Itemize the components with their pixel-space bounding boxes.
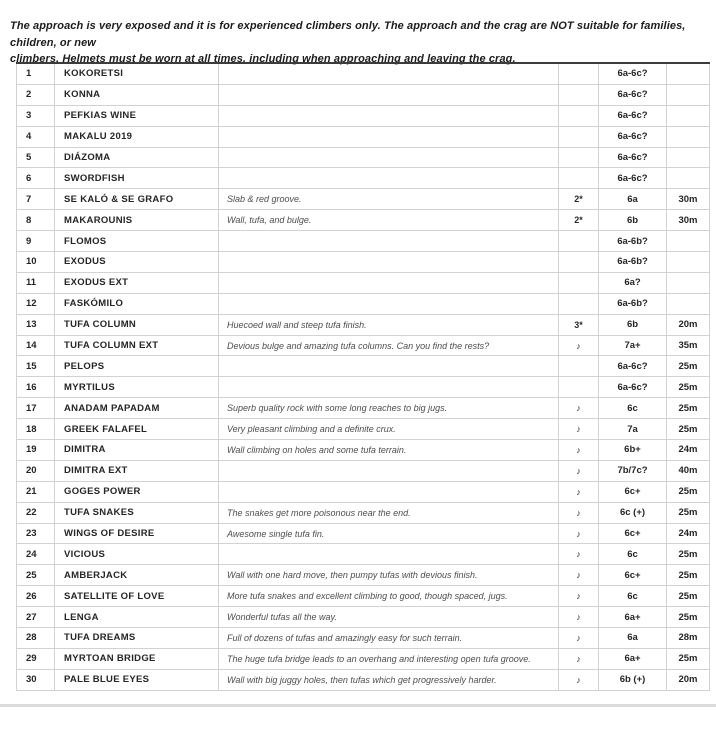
route-stars: ♪ [559, 502, 599, 523]
route-stars: 2* [559, 189, 599, 210]
route-number: 14 [17, 335, 55, 356]
route-name: DIMITRA [55, 440, 219, 461]
route-name: SE KALÓ & SE GRAFO [55, 189, 219, 210]
route-grade: 6a? [599, 272, 667, 293]
route-name: TUFA DREAMS [55, 628, 219, 649]
route-grade: 6c+ [599, 523, 667, 544]
route-number: 11 [17, 272, 55, 293]
route-length: 25m [667, 419, 710, 440]
route-grade: 6c [599, 398, 667, 419]
table-row [17, 565, 710, 586]
route-description [219, 356, 559, 377]
route-description: Devious bulge and amazing tufa columns. Can you find the rests? [219, 335, 559, 356]
table-row [17, 440, 710, 461]
route-number: 2 [17, 84, 55, 105]
route-length: 25m [667, 648, 710, 669]
route-name: TUFA COLUMN [55, 314, 219, 335]
table-row [17, 314, 710, 335]
route-number: 8 [17, 210, 55, 231]
route-stars: ♪ [559, 607, 599, 628]
route-number: 29 [17, 648, 55, 669]
route-grade: 7b/7c? [599, 460, 667, 481]
route-number: 10 [17, 252, 55, 273]
table-row [17, 523, 710, 544]
route-length [667, 105, 710, 126]
table-row [17, 126, 710, 147]
route-length: 20m [667, 669, 710, 690]
route-name: PELOPS [55, 356, 219, 377]
route-grade: 6c (+) [599, 502, 667, 523]
warning-line-1: The approach is very exposed and it is for experienced climbers only. The approach and the crag are NOT suitable for families, children, or new [10, 20, 686, 49]
route-length: 30m [667, 210, 710, 231]
warning-line-2: climbers. Helmets must be worn at all times, including when approaching and leaving the crag. [10, 53, 516, 65]
table-row [17, 628, 710, 649]
route-grade: 7a [599, 419, 667, 440]
route-stars: ♪ [559, 440, 599, 461]
table-row [17, 335, 710, 356]
route-number: 21 [17, 481, 55, 502]
table-row [17, 189, 710, 210]
route-description: Huecoed wall and steep tufa finish. [219, 314, 559, 335]
route-number: 26 [17, 586, 55, 607]
route-description: Slab & red groove. [219, 189, 559, 210]
route-name: DIÁZOMA [55, 147, 219, 168]
route-grade: 6b [599, 210, 667, 231]
route-name: MAKAROUNIS [55, 210, 219, 231]
route-number: 3 [17, 105, 55, 126]
route-number: 15 [17, 356, 55, 377]
route-description [219, 231, 559, 252]
route-length: 24m [667, 440, 710, 461]
route-stars [559, 356, 599, 377]
route-stars: ♪ [559, 648, 599, 669]
route-length: 25m [667, 502, 710, 523]
route-description [219, 105, 559, 126]
route-name: KOKORETSI [55, 63, 219, 84]
route-stars: ♪ [559, 523, 599, 544]
route-length: 24m [667, 523, 710, 544]
route-stars: 2* [559, 210, 599, 231]
table-row [17, 648, 710, 669]
table-row [17, 460, 710, 481]
route-name: DIMITRA EXT [55, 460, 219, 481]
route-description: Wall with one hard move, then pumpy tufas with devious finish. [219, 565, 559, 586]
route-grade: 6a-6c? [599, 105, 667, 126]
route-description [219, 126, 559, 147]
table-row [17, 356, 710, 377]
route-stars [559, 231, 599, 252]
route-grade: 6c [599, 544, 667, 565]
route-name: MYRTOAN BRIDGE [55, 648, 219, 669]
table-row [17, 210, 710, 231]
route-description [219, 293, 559, 314]
table-row [17, 252, 710, 273]
route-grade: 6a-6c? [599, 84, 667, 105]
route-number: 18 [17, 419, 55, 440]
route-length: 25m [667, 398, 710, 419]
route-number: 27 [17, 607, 55, 628]
route-grade: 6a-6c? [599, 126, 667, 147]
route-name: SATELLITE OF LOVE [55, 586, 219, 607]
route-grade: 6b [599, 314, 667, 335]
route-grade: 6a+ [599, 648, 667, 669]
route-number: 5 [17, 147, 55, 168]
route-stars [559, 168, 599, 189]
route-stars: ♪ [559, 398, 599, 419]
route-length: 25m [667, 544, 710, 565]
route-number: 17 [17, 398, 55, 419]
route-description: Wall climbing on holes and some tufa terrain. [219, 440, 559, 461]
route-length: 25m [667, 565, 710, 586]
route-stars [559, 252, 599, 273]
route-stars: ♪ [559, 460, 599, 481]
route-number: 1 [17, 63, 55, 84]
route-name: KONNA [55, 84, 219, 105]
route-description [219, 544, 559, 565]
route-name: PEFKIAS WINE [55, 105, 219, 126]
route-stars: ♪ [559, 335, 599, 356]
route-stars: ♪ [559, 586, 599, 607]
table-row [17, 586, 710, 607]
route-description: The snakes get more poisonous near the end. [219, 502, 559, 523]
route-stars: 3* [559, 314, 599, 335]
route-length [667, 63, 710, 84]
route-grade: 6a-6b? [599, 293, 667, 314]
table-row [17, 63, 710, 84]
route-length: 35m [667, 335, 710, 356]
route-number: 20 [17, 460, 55, 481]
route-stars: ♪ [559, 628, 599, 649]
route-number: 24 [17, 544, 55, 565]
route-description: More tufa snakes and excellent climbing to good, though spaced, jugs. [219, 586, 559, 607]
route-length: 28m [667, 628, 710, 649]
warning-text [10, 18, 710, 68]
route-number: 7 [17, 189, 55, 210]
route-stars [559, 293, 599, 314]
route-description [219, 460, 559, 481]
route-stars: ♪ [559, 565, 599, 586]
route-length [667, 293, 710, 314]
route-length: 25m [667, 356, 710, 377]
route-length: 30m [667, 189, 710, 210]
route-name: MAKALU 2019 [55, 126, 219, 147]
route-stars: ♪ [559, 419, 599, 440]
route-grade: 6a-6c? [599, 147, 667, 168]
route-stars: ♪ [559, 669, 599, 690]
route-length: 40m [667, 460, 710, 481]
table-row [17, 669, 710, 690]
route-description [219, 272, 559, 293]
route-name: VICIOUS [55, 544, 219, 565]
table-row [17, 168, 710, 189]
route-name: EXODUS [55, 252, 219, 273]
route-number: 12 [17, 293, 55, 314]
route-description [219, 377, 559, 398]
route-name: GREEK FALAFEL [55, 419, 219, 440]
route-stars: ♪ [559, 544, 599, 565]
route-number: 28 [17, 628, 55, 649]
route-grade: 6a-6b? [599, 231, 667, 252]
route-stars [559, 84, 599, 105]
route-grade: 6a-6c? [599, 168, 667, 189]
route-number: 16 [17, 377, 55, 398]
route-length: 25m [667, 607, 710, 628]
route-name: TUFA COLUMN EXT [55, 335, 219, 356]
route-stars [559, 105, 599, 126]
route-description [219, 481, 559, 502]
table-row [17, 544, 710, 565]
route-name: FASKÓMILO [55, 293, 219, 314]
table-row [17, 293, 710, 314]
route-name: GOGES POWER [55, 481, 219, 502]
route-stars [559, 63, 599, 84]
route-grade: 6a-6b? [599, 252, 667, 273]
route-stars [559, 272, 599, 293]
route-number: 22 [17, 502, 55, 523]
table-row [17, 607, 710, 628]
route-name: TUFA SNAKES [55, 502, 219, 523]
route-number: 9 [17, 231, 55, 252]
route-name: AMBERJACK [55, 565, 219, 586]
route-description: Wall with big juggy holes, then tufas which get progressively harder. [219, 669, 559, 690]
route-number: 13 [17, 314, 55, 335]
route-length: 25m [667, 377, 710, 398]
table-row [17, 231, 710, 252]
route-name: EXODUS EXT [55, 272, 219, 293]
table-row [17, 272, 710, 293]
route-length [667, 252, 710, 273]
route-grade: 6c+ [599, 565, 667, 586]
route-description: Full of dozens of tufas and amazingly easy for such terrain. [219, 628, 559, 649]
route-name: SWORDFISH [55, 168, 219, 189]
routes-table [16, 62, 710, 691]
route-grade: 6b (+) [599, 669, 667, 690]
table-row [17, 502, 710, 523]
route-grade: 6a-6c? [599, 377, 667, 398]
route-number: 30 [17, 669, 55, 690]
route-description [219, 63, 559, 84]
route-grade: 6a+ [599, 607, 667, 628]
route-stars [559, 377, 599, 398]
route-length: 20m [667, 314, 710, 335]
route-grade: 6b+ [599, 440, 667, 461]
route-grade: 6a-6c? [599, 356, 667, 377]
route-description [219, 168, 559, 189]
table-row [17, 398, 710, 419]
route-length [667, 168, 710, 189]
route-description: The huge tufa bridge leads to an overhang and interesting open tufa groove. [219, 648, 559, 669]
route-name: MYRTILUS [55, 377, 219, 398]
routes-table-body [17, 63, 710, 690]
route-length [667, 272, 710, 293]
route-number: 6 [17, 168, 55, 189]
route-name: FLOMOS [55, 231, 219, 252]
route-stars [559, 147, 599, 168]
route-name: WINGS OF DESIRE [55, 523, 219, 544]
route-number: 25 [17, 565, 55, 586]
table-row [17, 147, 710, 168]
bottom-divider [0, 704, 716, 707]
route-length: 25m [667, 481, 710, 502]
table-row [17, 419, 710, 440]
route-grade: 6a [599, 189, 667, 210]
route-description [219, 84, 559, 105]
route-stars: ♪ [559, 481, 599, 502]
route-description [219, 252, 559, 273]
table-row [17, 481, 710, 502]
route-length [667, 231, 710, 252]
route-length [667, 126, 710, 147]
route-name: LENGA [55, 607, 219, 628]
route-length: 25m [667, 586, 710, 607]
route-number: 4 [17, 126, 55, 147]
route-description: Wall, tufa, and bulge. [219, 210, 559, 231]
route-grade: 7a+ [599, 335, 667, 356]
route-number: 23 [17, 523, 55, 544]
route-description: Awesome single tufa fin. [219, 523, 559, 544]
route-stars [559, 126, 599, 147]
route-description: Very pleasant climbing and a definite crux. [219, 419, 559, 440]
route-name: ANADAM PAPADAM [55, 398, 219, 419]
route-grade: 6a-6c? [599, 63, 667, 84]
route-description: Superb quality rock with some long reaches to big jugs. [219, 398, 559, 419]
route-grade: 6c [599, 586, 667, 607]
table-row [17, 377, 710, 398]
route-name: PALE BLUE EYES [55, 669, 219, 690]
route-grade: 6c+ [599, 481, 667, 502]
route-description [219, 147, 559, 168]
route-length [667, 84, 710, 105]
route-description: Wonderful tufas all the way. [219, 607, 559, 628]
table-row [17, 105, 710, 126]
route-length [667, 147, 710, 168]
route-grade: 6a [599, 628, 667, 649]
table-row [17, 84, 710, 105]
route-number: 19 [17, 440, 55, 461]
